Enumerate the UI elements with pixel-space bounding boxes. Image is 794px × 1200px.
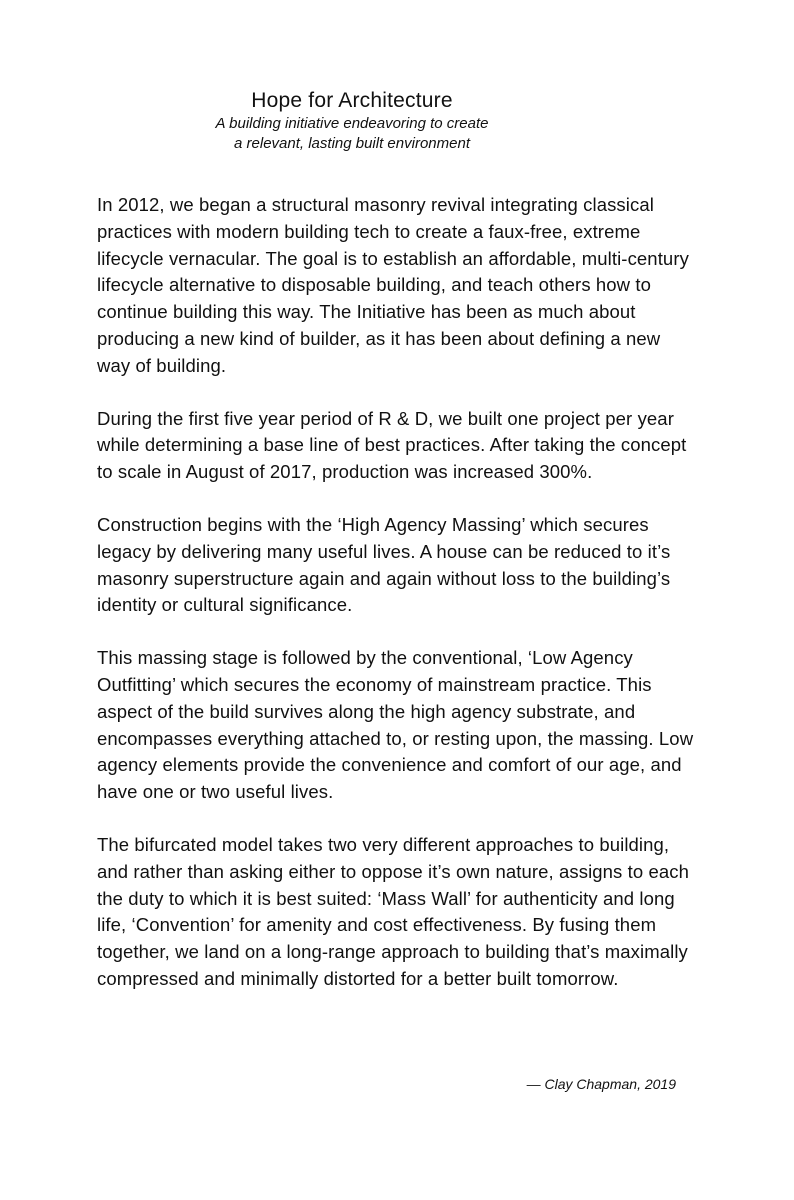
subtitle-line-2: a relevant, lasting built environment — [234, 135, 470, 152]
document-title: Hope for Architecture — [251, 89, 453, 112]
document-header — [0, 88, 704, 154]
author-signature: — Clay Chapman, 2019 — [526, 1076, 676, 1092]
document-body — [97, 192, 697, 1019]
paragraph-research: During the first five year period of R & D, we built one project per year while determining a base line of best practices. After taking the concept to scale in August of 2017, production was increased 300%. — [97, 407, 687, 483]
subtitle-line-1: A building initiative endeavoring to create — [215, 115, 489, 132]
paragraph-intro: In 2012, we began a structural masonry revival integrating classical practices with modern building tech to create a faux-free, extreme lifecycle vernacular. The goal is to establish an affordable, multi-century lifecycle alternative to disposable building, and teach others how to continue building this way. The Initiative has been as much about producing a new kind of builder, as it has been about defining a new way of building. — [97, 194, 689, 376]
paragraph-bifurcated-model: The bifurcated model takes two very different approaches to building, and rather than asking either to oppose it’s own nature, assigns to each the duty to which it is best suited: ‘Mass Wall’ for authenticity and long life, ‘Convention’ for amenity and cost effectiveness. By fusing them together, we land on a long-range approach to building that’s maximally compressed and minimally distorted for a better built tomorrow. — [97, 833, 690, 989]
paragraph-high-agency: Construction begins with the ‘High Agency Massing’ which secures legacy by delivering many useful lives. A house can be reduced to it’s masonry superstructure again and again without loss to the building’s identity or cultural significance. — [97, 513, 671, 616]
paragraph-low-agency: This massing stage is followed by the conventional, ‘Low Agency Outfitting’ which secures the economy of mainstream practice. This aspect of the build survives along the high agency substrate, and encompasses everything attached to, or resting upon, the massing. Low agency elements provide the convenience and comfort of our age, and have one or two useful lives. — [97, 647, 694, 803]
